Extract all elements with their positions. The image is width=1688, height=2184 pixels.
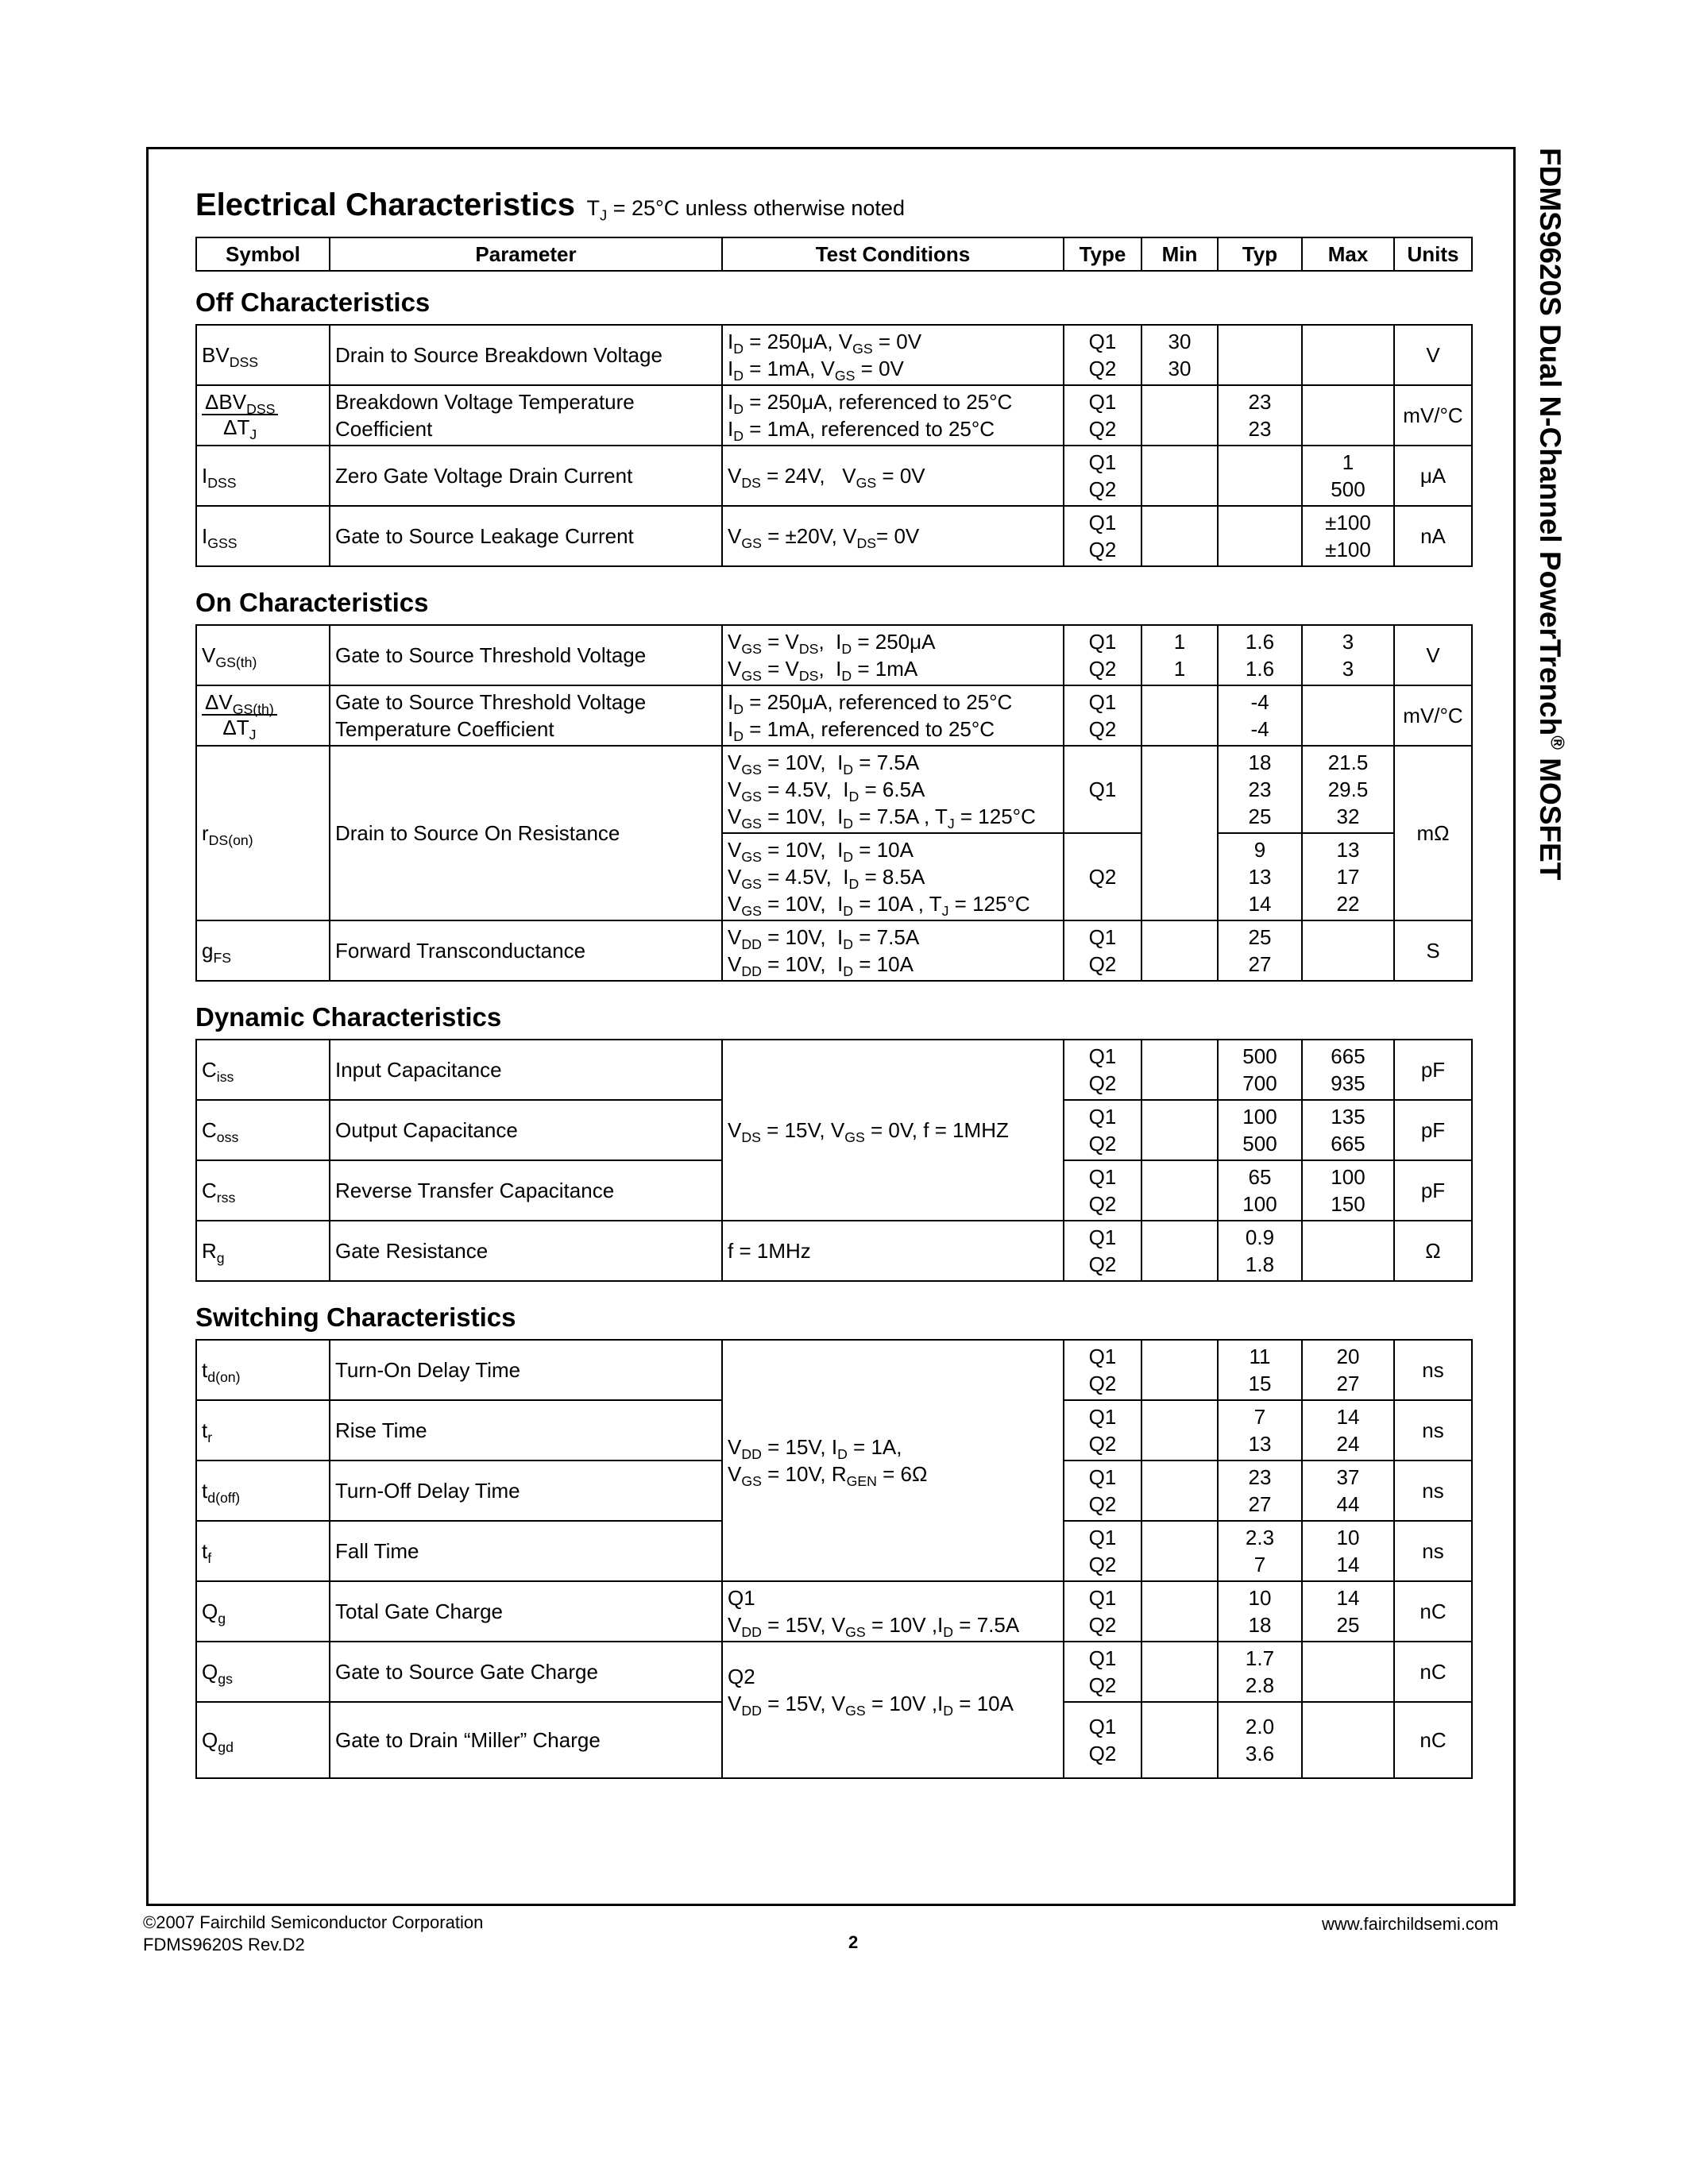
typ-cell xyxy=(1218,506,1302,566)
units-cell: ns xyxy=(1394,1461,1472,1521)
units-cell: pF xyxy=(1394,1100,1472,1160)
table-row xyxy=(196,1040,1472,1100)
table-row xyxy=(196,506,1472,566)
conditions-cell: $V_{GS} = V_{DS}$, $I_D = 250\mu A$ $V_{GS} = V_{DS}$, $I_D = 1mA$ xyxy=(722,625,1064,685)
type-cell: Q1 Q2 xyxy=(1064,685,1141,746)
units-cell: Ω xyxy=(1394,1221,1472,1281)
section-switching-title: Switching Characteristics xyxy=(195,1302,516,1332)
units-cell: ns xyxy=(1394,1521,1472,1581)
max-cell: 10 14 xyxy=(1302,1521,1394,1581)
parameter-cell: Input Capacitance xyxy=(330,1040,722,1100)
units-cell: V xyxy=(1394,325,1472,385)
on-table xyxy=(195,624,1473,982)
off-table xyxy=(195,324,1473,567)
col-test-conditions: Test Conditions xyxy=(722,237,1064,271)
conditions-cell: $I_D = 250\mu A$, referenced to 25°C $I_D = 1mA$, referenced to 25°C xyxy=(722,385,1064,446)
typ-cell: 23 27 xyxy=(1218,1461,1302,1521)
symbol-cell: $\frac{\Delta V_{GS(th)}}{\Delta T_J}$ xyxy=(196,685,330,746)
conditions-cell: $V_{GS} = 10V$, $I_D = 7.5A$ $V_{GS} = 4.5V$, $I_D = 6.5A$ $V_{GS} = 10V$, $I_D = 7.5A$ , $T_J = 125^\circ C$ xyxy=(722,746,1064,833)
units-cell: ns xyxy=(1394,1340,1472,1400)
parameter-cell: Turn-Off Delay Time xyxy=(330,1461,722,1521)
max-cell: 14 25 xyxy=(1302,1581,1394,1642)
symbol-cell: $t_{d(on)}$ xyxy=(196,1340,330,1400)
section-on-title: On Characteristics xyxy=(195,588,429,617)
heading-condition: $T_J = 25^\circ C$ unless otherwise noted xyxy=(586,196,905,224)
table-row xyxy=(196,446,1472,506)
max-cell: ±100 ±100 xyxy=(1302,506,1394,566)
typ-cell: 18 23 25 xyxy=(1218,746,1302,833)
symbol-cell: $Q_{gs}$ xyxy=(196,1642,330,1702)
symbol-cell: $C_{iss}$ xyxy=(196,1040,330,1100)
type-cell: Q1 Q2 xyxy=(1064,1340,1141,1400)
max-cell xyxy=(1302,1642,1394,1702)
units-cell: μA xyxy=(1394,446,1472,506)
min-cell xyxy=(1141,1160,1218,1221)
min-cell: 30 30 xyxy=(1141,325,1218,385)
type-cell: Q1 Q2 xyxy=(1064,1581,1141,1642)
col-min: Min xyxy=(1141,237,1218,271)
units-cell: nC xyxy=(1394,1702,1472,1778)
symbol-cell: $C_{rss}$ xyxy=(196,1160,330,1221)
type-cell: Q1 Q2 xyxy=(1064,920,1141,981)
type-cell: Q1 Q2 xyxy=(1064,1702,1141,1778)
units-cell: nC xyxy=(1394,1581,1472,1642)
typ-cell: 0.9 1.8 xyxy=(1218,1221,1302,1281)
conditions-cell: $I_D = 250\mu A$, $V_{GS} = 0V$ $I_D = 1mA$, $V_{GS} = 0V$ xyxy=(722,325,1064,385)
min-cell xyxy=(1141,1702,1218,1778)
footer-revision: FDMS9620S Rev.D2 xyxy=(143,1935,305,1954)
units-cell: pF xyxy=(1394,1160,1472,1221)
conditions-cell: $V_{GS} = 10V$, $I_D = 10A$ $V_{GS} = 4.5V$, $I_D = 8.5A$ $V_{GS} = 10V$, $I_D = 10A$ , $T_J = 125^\circ C$ xyxy=(722,833,1064,920)
col-typ: Typ xyxy=(1218,237,1302,271)
parameter-cell: Forward Transconductance xyxy=(330,920,722,981)
typ-cell: 100 500 xyxy=(1218,1100,1302,1160)
typ-cell: 2.3 7 xyxy=(1218,1521,1302,1581)
conditions-cell: $V_{GS} = \pm 20V$, $V_{DS}= 0V$ xyxy=(722,506,1064,566)
type-cell: Q1 Q2 xyxy=(1064,325,1141,385)
typ-cell: 1.6 1.6 xyxy=(1218,625,1302,685)
type-cell: Q1 Q2 xyxy=(1064,1461,1141,1521)
typ-cell: -4 -4 xyxy=(1218,685,1302,746)
max-cell xyxy=(1302,920,1394,981)
page-number: 2 xyxy=(848,1932,859,1952)
parameter-cell: Drain to Source Breakdown Voltage xyxy=(330,325,722,385)
max-cell: 135 665 xyxy=(1302,1100,1394,1160)
typ-cell: 9 13 14 xyxy=(1218,833,1302,920)
type-cell: Q1 Q2 xyxy=(1064,1040,1141,1100)
col-units: Units xyxy=(1394,237,1472,271)
conditions-cell: $V_{DD} = 15V$, $I_D = 1A$, $V_{GS} = 10V$, $R_{GEN} = 6\Omega$ xyxy=(722,1340,1064,1581)
table-row xyxy=(196,625,1472,685)
max-cell: 14 24 xyxy=(1302,1400,1394,1461)
symbol-cell: $C_{oss}$ xyxy=(196,1100,330,1160)
table-row xyxy=(196,1642,1472,1702)
max-cell: 100 150 xyxy=(1302,1160,1394,1221)
heading-title: Electrical Characteristics xyxy=(195,187,576,222)
units-cell: V xyxy=(1394,625,1472,685)
type-cell: Q1 Q2 xyxy=(1064,1521,1141,1581)
parameter-cell: Gate to Source Threshold Voltage xyxy=(330,625,722,685)
col-type: Type xyxy=(1064,237,1141,271)
type-cell: Q1 Q2 xyxy=(1064,1642,1141,1702)
section-dynamic-title: Dynamic Characteristics xyxy=(195,1002,502,1032)
symbol-cell: $V_{GS(th)}$ xyxy=(196,625,330,685)
units-cell: ns xyxy=(1394,1400,1472,1461)
units-cell: nC xyxy=(1394,1642,1472,1702)
symbol-cell: $R_g$ xyxy=(196,1221,330,1281)
min-cell: 1 1 xyxy=(1141,625,1218,685)
parameter-cell: Total Gate Charge xyxy=(330,1581,722,1642)
min-cell xyxy=(1141,746,1218,920)
typ-cell: 500 700 xyxy=(1218,1040,1302,1100)
max-cell xyxy=(1302,325,1394,385)
type-cell: Q1 Q2 xyxy=(1064,1100,1141,1160)
min-cell xyxy=(1141,1221,1218,1281)
max-cell: 1 500 xyxy=(1302,446,1394,506)
type-cell: Q1 Q2 xyxy=(1064,1221,1141,1281)
typ-cell: 7 13 xyxy=(1218,1400,1302,1461)
parameter-cell: Zero Gate Voltage Drain Current xyxy=(330,446,722,506)
parameter-cell: Gate to Drain “Miller” Charge xyxy=(330,1702,722,1778)
type-cell: Q1 Q2 xyxy=(1064,446,1141,506)
col-parameter: Parameter xyxy=(330,237,722,271)
min-cell xyxy=(1141,685,1218,746)
typ-cell: 1.7 2.8 xyxy=(1218,1642,1302,1702)
col-symbol: Symbol xyxy=(196,237,330,271)
min-cell xyxy=(1141,1642,1218,1702)
max-cell xyxy=(1302,1702,1394,1778)
table-row xyxy=(196,685,1472,746)
dynamic-table xyxy=(195,1039,1473,1282)
footer-copyright: ©2007 Fairchild Semiconductor Corporation xyxy=(143,1912,484,1932)
type-cell: Q1 Q2 xyxy=(1064,1400,1141,1461)
max-cell xyxy=(1302,385,1394,446)
parameter-cell: Drain to Source On Resistance xyxy=(330,746,722,920)
typ-cell xyxy=(1218,325,1302,385)
units-cell: nA xyxy=(1394,506,1472,566)
type-cell: Q2 xyxy=(1064,833,1141,920)
symbol-cell: $BV_{DSS}$ xyxy=(196,325,330,385)
type-cell: Q1 Q2 xyxy=(1064,385,1141,446)
min-cell xyxy=(1141,1461,1218,1521)
min-cell xyxy=(1141,385,1218,446)
symbol-cell: $g_{FS}$ xyxy=(196,920,330,981)
min-cell xyxy=(1141,1521,1218,1581)
page-heading xyxy=(195,187,905,223)
parameter-cell: Fall Time xyxy=(330,1521,722,1581)
units-cell: mV/°C xyxy=(1394,685,1472,746)
max-cell: 21.5 29.5 32 xyxy=(1302,746,1394,833)
switching-table xyxy=(195,1339,1473,1779)
conditions-cell: f = 1MHz xyxy=(722,1221,1064,1281)
min-cell xyxy=(1141,1100,1218,1160)
parameter-cell: Breakdown Voltage Temperature Coefficient xyxy=(330,385,722,446)
table-row xyxy=(196,746,1472,833)
min-cell xyxy=(1141,446,1218,506)
symbol-cell: $t_{d(off)}$ xyxy=(196,1461,330,1521)
conditions-cell: $V_{DD} = 10V$, $I_D = 7.5A$ $V_{DD} = 10V$, $I_D = 10A$ xyxy=(722,920,1064,981)
conditions-cell: $V_{DS} = 24V$, $V_{GS} = 0V$ xyxy=(722,446,1064,506)
max-cell: 665 935 xyxy=(1302,1040,1394,1100)
units-cell: mΩ xyxy=(1394,746,1472,920)
typ-cell: 23 23 xyxy=(1218,385,1302,446)
conditions-cell: Q2 $V_{DD} = 15V$, $V_{GS} = 10V$ $,I_D = 10A$ xyxy=(722,1642,1064,1778)
typ-cell: 2.0 3.6 xyxy=(1218,1702,1302,1778)
conditions-cell: $V_{DS} = 15V$, $V_{GS} = 0V$, f = 1MHZ xyxy=(722,1040,1064,1221)
symbol-cell: $t_r$ xyxy=(196,1400,330,1461)
type-cell: Q1 Q2 xyxy=(1064,1160,1141,1221)
min-cell xyxy=(1141,920,1218,981)
section-off-title: Off Characteristics xyxy=(195,287,431,317)
symbol-cell: $r_{DS(on)}$ xyxy=(196,746,330,920)
max-cell: 13 17 22 xyxy=(1302,833,1394,920)
typ-cell: 11 15 xyxy=(1218,1340,1302,1400)
type-cell: Q1 xyxy=(1064,746,1141,833)
min-cell xyxy=(1141,1581,1218,1642)
footer-website[interactable]: www.fairchildsemi.com xyxy=(1322,1914,1499,1934)
side-title: FDMS9620S Dual N-Channel PowerTrench® MOSFET xyxy=(1534,148,1568,881)
table-row xyxy=(196,920,1472,981)
parameter-cell: Gate Resistance xyxy=(330,1221,722,1281)
table-row xyxy=(196,1581,1472,1642)
parameter-cell: Output Capacitance xyxy=(330,1100,722,1160)
units-cell: S xyxy=(1394,920,1472,981)
symbol-cell: $t_f$ xyxy=(196,1521,330,1581)
header-table xyxy=(195,237,1473,272)
parameter-cell: Reverse Transfer Capacitance xyxy=(330,1160,722,1221)
type-cell: Q1 Q2 xyxy=(1064,506,1141,566)
symbol-cell: $\frac{\Delta BV_{DSS}}{\Delta T_J}$ xyxy=(196,385,330,446)
table-row xyxy=(196,1221,1472,1281)
symbol-cell: $I_{GSS}$ xyxy=(196,506,330,566)
symbol-cell: $Q_{gd}$ xyxy=(196,1702,330,1778)
max-cell: 3 3 xyxy=(1302,625,1394,685)
col-max: Max xyxy=(1302,237,1394,271)
parameter-cell: Turn-On Delay Time xyxy=(330,1340,722,1400)
conditions-cell: Q1 $V_{DD} = 15V$, $V_{GS} = 10V$ $,I_D = 7.5A$ xyxy=(722,1581,1064,1642)
units-cell: pF xyxy=(1394,1040,1472,1100)
units-cell: mV/°C xyxy=(1394,385,1472,446)
typ-cell: 10 18 xyxy=(1218,1581,1302,1642)
max-cell xyxy=(1302,1221,1394,1281)
symbol-cell: $Q_g$ xyxy=(196,1581,330,1642)
min-cell xyxy=(1141,1400,1218,1461)
max-cell xyxy=(1302,685,1394,746)
max-cell: 37 44 xyxy=(1302,1461,1394,1521)
typ-cell xyxy=(1218,446,1302,506)
min-cell xyxy=(1141,506,1218,566)
min-cell xyxy=(1141,1340,1218,1400)
typ-cell: 25 27 xyxy=(1218,920,1302,981)
table-row xyxy=(196,325,1472,385)
type-cell: Q1 Q2 xyxy=(1064,625,1141,685)
max-cell: 20 27 xyxy=(1302,1340,1394,1400)
conditions-cell: $I_D = 250\mu A$, referenced to 25°C $I_D = 1mA$, referenced to 25°C xyxy=(722,685,1064,746)
parameter-cell: Rise Time xyxy=(330,1400,722,1461)
parameter-cell: Gate to Source Leakage Current xyxy=(330,506,722,566)
symbol-cell: $I_{DSS}$ xyxy=(196,446,330,506)
typ-cell: 65 100 xyxy=(1218,1160,1302,1221)
parameter-cell: Gate to Source Threshold Voltage Temperature Coefficient xyxy=(330,685,722,746)
table-row xyxy=(196,385,1472,446)
parameter-cell: Gate to Source Gate Charge xyxy=(330,1642,722,1702)
min-cell xyxy=(1141,1040,1218,1100)
table-row xyxy=(196,1340,1472,1400)
